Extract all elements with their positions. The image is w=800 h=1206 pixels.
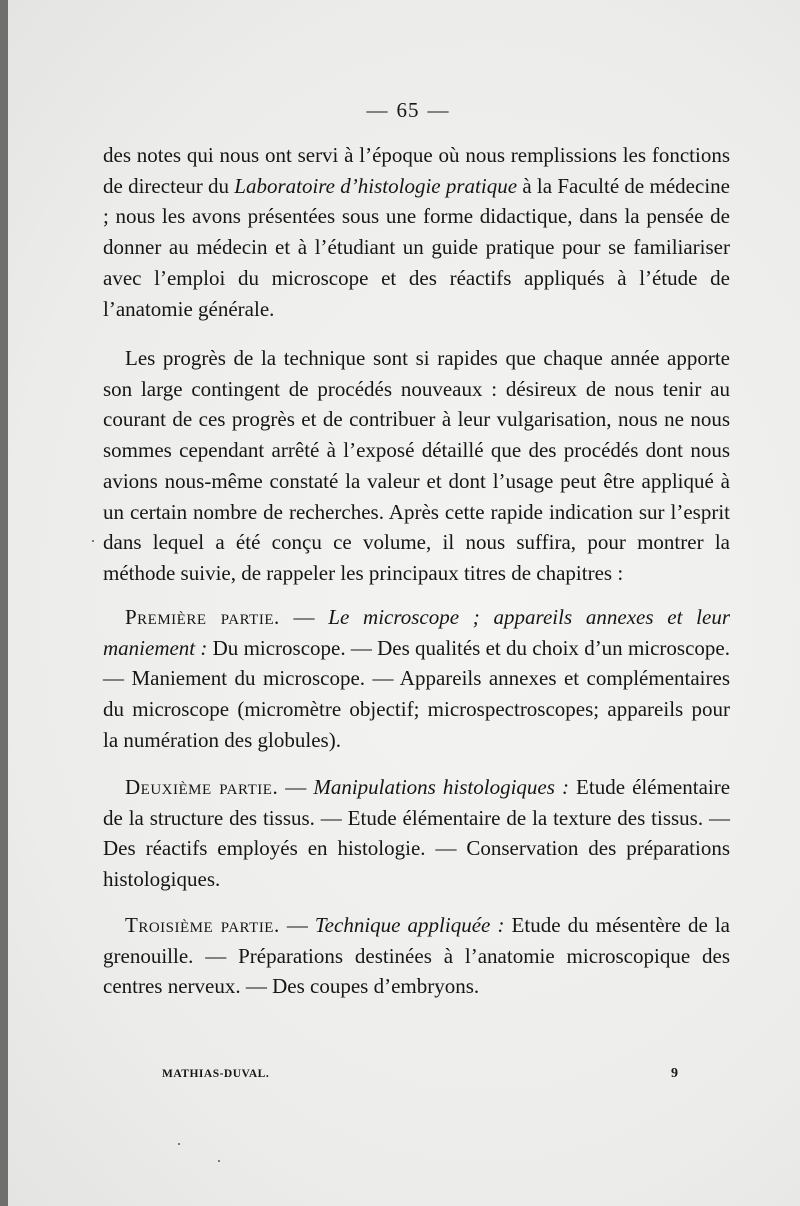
section-part-two [103,772,730,895]
part-three-title: Technique appliquée : [314,913,505,937]
paragraph1-text-end: à la Faculté de médecine ; nous les avons présentées sous une forme didactique, dans la pensée de donner au médecin et à l’étudiant un guide pratique pour se familiariser avec l’emploi du microscope et des réactifs appliqués à l’étude de l’anatomie générale. [103,173,730,321]
paragraph-technique-progress [103,343,730,589]
part-three-body: Etude du mésentère de la grenouille. — Préparations destinées à l’anatomie microscopique des centres nerveux. — Des coupes d’embryons. [103,913,731,999]
paper-speck [178,1143,180,1145]
part-two-body: Etude élémentaire de la structure des tissus. — Etude élémentaire de la texture des tissus. — Des réactifs employés en histologie. — Conservation des préparations histologiques. [103,775,731,892]
page-number-value: 65 [396,98,420,122]
paragraph2-text: Les progrès de la technique sont si rapides que chaque année apporte son large contingent de procédés nouveaux : désireux de nous tenir au courant de ces progrès et de contribuer à leur vulgarisation, nous ne nous sommes cependant arrêté à l’exposé détaillé que des procédés dont nous avions nous-même constaté la valeur et dont l’usage peut être appliqué à un certain nombre de recherches. Après cette rapide indication sur l’esprit dans lequel a été conçu ce volume, il nous suffira, pour montrer la méthode suivie, de rappeler les principaux titres de chapitres : [103,346,730,585]
part-three-dash: — [279,913,315,937]
printer-signature: MATHIAS-DUVAL. [162,1068,270,1080]
section-part-three [103,910,730,1002]
page-sheet [8,0,800,1206]
page-number [8,98,800,123]
part-one-label: Première partie. [125,605,280,629]
page-number-dash-right: — [427,98,450,122]
paragraph-intro-continuation [103,140,730,324]
page-number-dash-left: — [366,98,389,122]
section-part-one [103,602,730,756]
paper-speck [218,1160,220,1162]
paragraph1-text-start: des notes qui nous ont servi à l’époque où nous remplissions les fonctions de directeur du [103,143,730,198]
part-one-title: Le microscope ; appareils annexes et leur maniement : [103,605,731,660]
part-one-dash: — [279,605,329,629]
part-two-label: Deuxième partie. [125,775,279,799]
laboratory-name: Laboratoire d’histologie pratique [234,173,518,198]
part-three-label: Troisième partie. [125,913,280,937]
part-two-dash: — [278,775,314,799]
signature-number: 9 [671,1066,678,1081]
paper-speck [92,540,94,542]
part-two-title: Manipulations histologiques : [313,775,569,799]
part-one-body: Du microscope. — Des qualités et du choix d’un microscope. — Maniement du microscope. — Appareils annexes et complémentaires du microscope (micromètre objectif; microspectroscopes; appareils pour la numération des globules). [103,635,730,752]
